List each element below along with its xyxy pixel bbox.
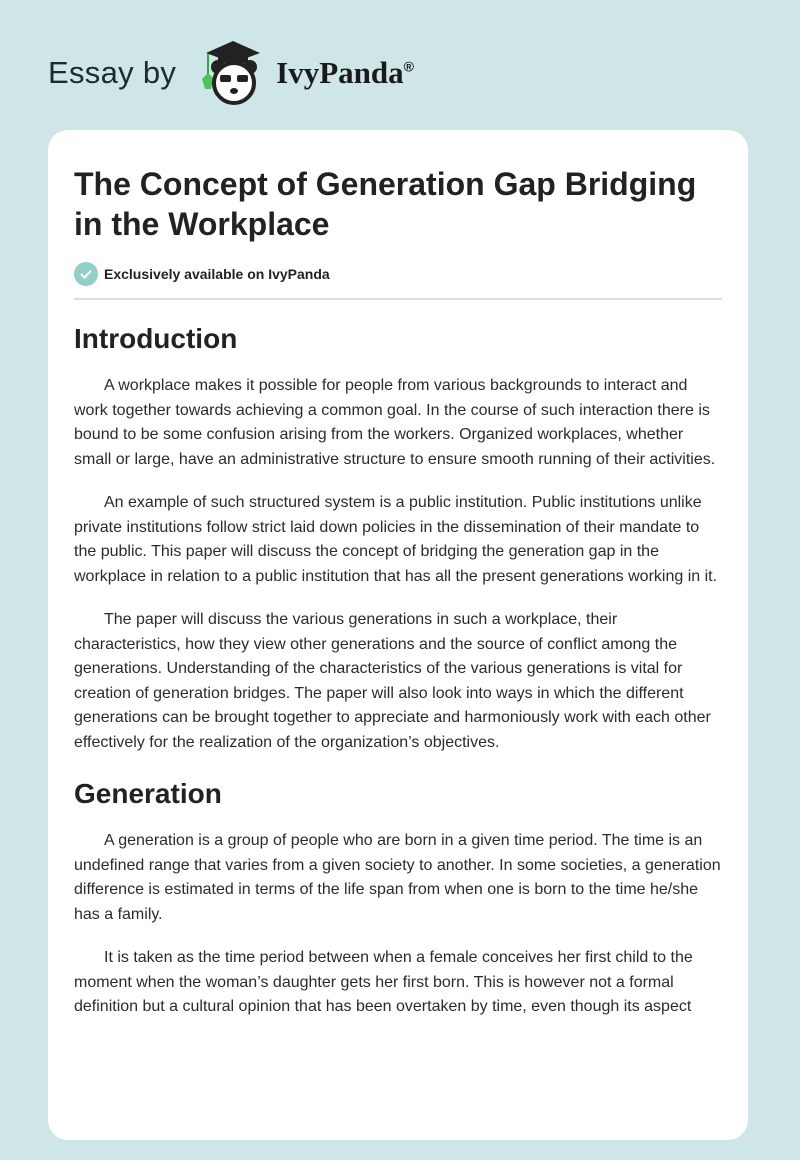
paragraph: A generation is a group of people who are born in a given time period. The time is an undefined range that varies from a given society to another. In some societies, a generation difference is estimated in terms of the life span from when one is born to the time he/she has a family. <box>74 832 721 923</box>
badge-text: Exclusively available on IvyPanda <box>104 266 330 282</box>
essay-by-label: Essay by <box>48 55 177 90</box>
brand-text: IvyPanda <box>276 55 404 90</box>
site-header <box>48 38 414 108</box>
registered-mark: ® <box>403 58 414 75</box>
panda-graduate-icon <box>198 39 268 107</box>
divider <box>74 298 722 300</box>
check-icon <box>74 262 98 286</box>
section-heading: Generation <box>74 778 222 809</box>
essay-card <box>48 130 748 1140</box>
ivypanda-logo[interactable] <box>198 39 414 107</box>
paragraph: A workplace makes it possible for people from various backgrounds to interact and work together towards achieving a common goal. In the course of such interaction there is bound to be some confusion arising from the workers. Organized workplaces, whether small or large, have an administrative structure to ensure smooth running of their activities. <box>74 377 716 468</box>
paragraph: An example of such structured system is a public institution. Public institutions unlike private institutions follow strict laid down policies in the dissemination of their mandate to the public. This paper will discuss the concept of bridging the generation gap in the workplace in relation to a public institution that has all the present generations working in it. <box>74 494 718 585</box>
exclusive-badge <box>74 262 722 286</box>
paragraph: It is taken as the time period between when a female conceives her first child to the moment when the woman’s daughter gets her first born. This is however not a formal definition but a cultural opinion that has been overtaken by time, even though its aspect <box>74 949 693 1015</box>
brand-name <box>276 55 414 91</box>
paragraph: The paper will discuss the various generations in such a workplace, their characteristics, how they view other generations and the source of conflict among the generations. Understanding of the characteristics of the various generations is vital for creation of generation bridges. The paper will also look into ways in which the different generations can be brought together to appreciate and harmoniously work with each other effectively for the realization of the organization’s objectives. <box>74 611 711 751</box>
section-heading: Introduction <box>74 323 238 354</box>
essay-title: The Concept of Generation Gap Bridging in the Workplace <box>74 166 697 242</box>
